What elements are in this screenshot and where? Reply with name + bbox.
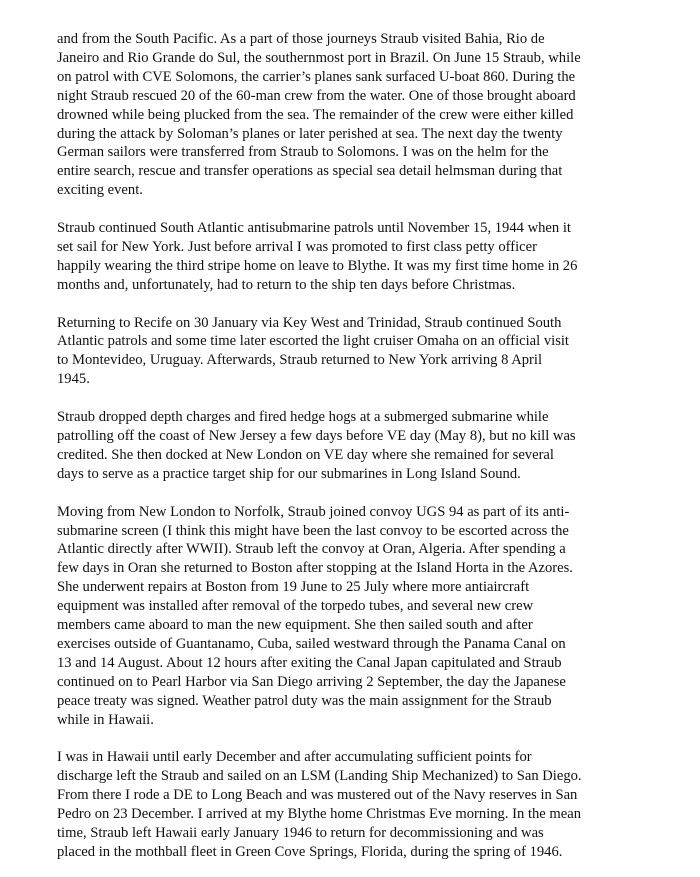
paragraph-south-atlantic-patrols: Straub continued South Atlantic antisubmarine patrols until November 15, 1944 when it set sail for New York. Just before arrival I was promoted to first class petty officer happily wearing the third stripe home on leave to Blythe. It was my first time home in 26 months and, unfortunately, had to return to the ship ten days before Christmas. <box>57 220 578 293</box>
paragraph-convoy-ugs-94: Moving from New London to Norfolk, Straub joined convoy UGS 94 as part of its anti- submarine screen (I think this might have been the last convoy to be escorted across the Atlantic directly after WWII). Straub left the convoy at Oran, Algeria. After spending a few days in Oran she returned to Boston after stopping at the Island Horta in the Azores. She underwent repairs at Boston from 19 June to 25 July where more antiaircraft equipment was installed after removal of the torpedo tubes, and several new crew members came aboard to man the new equipment. She then sailed south and after exercises outside of Guantanamo, Cuba, sailed westward through the Panama Canal on 13 and 14 August. About 12 hours after exiting the Canal Japan capitulated and Straub continued on to Pearl Harbor via San Diego arriving 2 September, the day the Japanese peace treaty was signed. Weather patrol duty was the main assignment for the Straub while in Hawaii. <box>57 503 573 728</box>
paragraph-hawaii-discharge: I was in Hawaii until early December and after accumulating sufficient points for discharge left the Straub and sailed on an LSM (Landing Ship Mechanized) to San Diego. From there I rode a DE to Long Beach and was mustered out of the Navy reserves in San Pedro on 23 December. I arrived at my Blythe home Christmas Eve morning. In the mean time, Straub left Hawaii early January 1946 to return for decommissioning and was placed in the mothball fleet in Green Cove Springs, Florida, during the spring of 1946. <box>57 749 582 860</box>
document-body <box>57 30 657 862</box>
paragraph-depth-charges: Straub dropped depth charges and fired hedge hogs at a submerged submarine while patrolling off the coast of New Jersey a few days before VE day (May 8), but no kill was credited. She then docked at New London on VE day where she remained for several days to serve as a practice target ship for our submarines in Long Island Sound. <box>57 409 576 482</box>
paragraph-recife-return: Returning to Recife on 30 January via Key West and Trinidad, Straub continued South Atlantic patrols and some time later escorted the light cruiser Omaha on an official visit to Montevideo, Uruguay. Afterwards, Straub returned to New York arriving 8 April 1945. <box>57 314 569 388</box>
paragraph-south-pacific-rescue: and from the South Pacific. As a part of those journeys Straub visited Bahia, Rio de Janeiro and Rio Grande do Sul, the southernmost port in Brazil. On June 15 Straub, while on patrol with CVE Solomons, the carrier’s planes sank surfaced U-boat 860. During the night Straub rescued 20 of the 60-man crew from the water. One of those brought aboard drowned while being plucked from the sea. The remainder of the crew were either killed during the attack by Soloman’s planes or later perished at sea. The next day the twenty German sailors were transferred from Straub to Solomons. I was on the helm for the entire search, rescue and transfer operations as special sea detail helmsman during that exciting event. <box>57 31 581 199</box>
